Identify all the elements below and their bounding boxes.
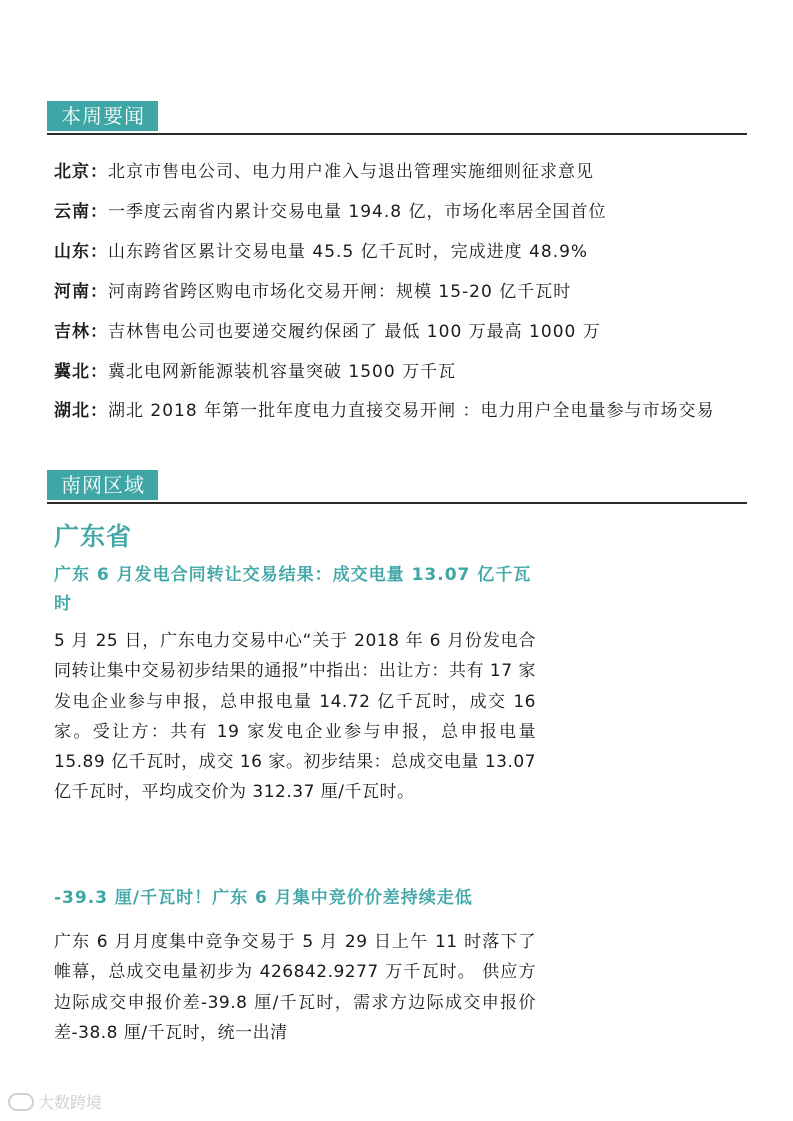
watermark — [8, 1090, 102, 1113]
news-region: 吉林： — [54, 322, 108, 342]
section-header-weekly-news — [47, 101, 747, 135]
section-tag: 南网区域 — [47, 470, 158, 500]
news-region: 湖北： — [54, 401, 108, 421]
divider — [47, 502, 747, 504]
news-text: 山东跨省区累计交易电量 45.5 亿千瓦时，完成进度 48.9% — [108, 242, 589, 262]
watermark-text: 大数跨境 — [38, 1093, 103, 1112]
news-region: 河南： — [54, 282, 108, 302]
news-text: 冀北电网新能源装机容量突破 1500 万千瓦 — [108, 362, 457, 382]
news-item — [54, 152, 744, 192]
news-item — [54, 232, 744, 272]
news-item — [54, 352, 744, 392]
news-item — [54, 272, 744, 312]
article-body: 5 月 25 日，广东电力交易中心“关于 2018 年 6 月份发电合同转让集中交易初步结果的通报”中指出：出让方：共有 17 家发电企业参与申报，总申报电量 14.72 亿千瓦时，成交 16 家。受让方：共有 19 家发电企业参与申报，总申报电量 15.89 亿千瓦时，成交 16 家。初步结果：总成交电量 13.07 亿千瓦时，平均成交价为 312.37 厘/千瓦时。 — [54, 631, 536, 803]
news-list — [54, 152, 744, 426]
news-item — [54, 312, 744, 352]
article-title: -39.3 厘/千瓦时！广东 6 月集中竞价价差持续走低 — [54, 888, 473, 908]
article-body: 广东 6 月月度集中竞争交易于 5 月 29 日上午 11 时落下了帷幕，总成交电量初步为 426842.9277 万千瓦时。 供应方边际成交申报价差-39.8 厘/千瓦时，需求方边际成交申报价差-38.8 厘/千瓦时，统一出清 — [54, 932, 536, 1043]
news-text: 北京市售电公司、电力用户准入与退出管理实施细则征求意见 — [108, 162, 594, 182]
article-title: 广东 6 月发电合同转让交易结果：成交电量 13.07 亿千瓦时 — [54, 565, 532, 614]
news-region: 北京： — [54, 162, 108, 182]
news-text: 河南跨省跨区购电市场化交易开闸：规模 15-20 亿千瓦时 — [108, 282, 572, 302]
news-item — [54, 392, 744, 426]
news-item — [54, 192, 744, 232]
news-region: 冀北： — [54, 362, 108, 382]
section-tag: 本周要闻 — [47, 101, 158, 131]
province-heading: 广东省 — [54, 522, 133, 551]
news-text: 一季度云南省内累计交易电量 194.8 亿，市场化率居全国首位 — [108, 202, 607, 222]
news-region: 云南： — [54, 202, 108, 222]
divider — [47, 133, 747, 135]
news-text: 吉林售电公司也要递交履约保函了 最低 100 万最高 1000 万 — [108, 322, 601, 342]
watermark-logo-icon — [8, 1093, 34, 1111]
news-text: 湖北 2018 年第一批年度电力直接交易开闸 ：电力用户全电量参与市场交易 — [108, 401, 715, 421]
section-header-southern-grid — [47, 470, 747, 504]
news-region: 山东： — [54, 242, 108, 262]
